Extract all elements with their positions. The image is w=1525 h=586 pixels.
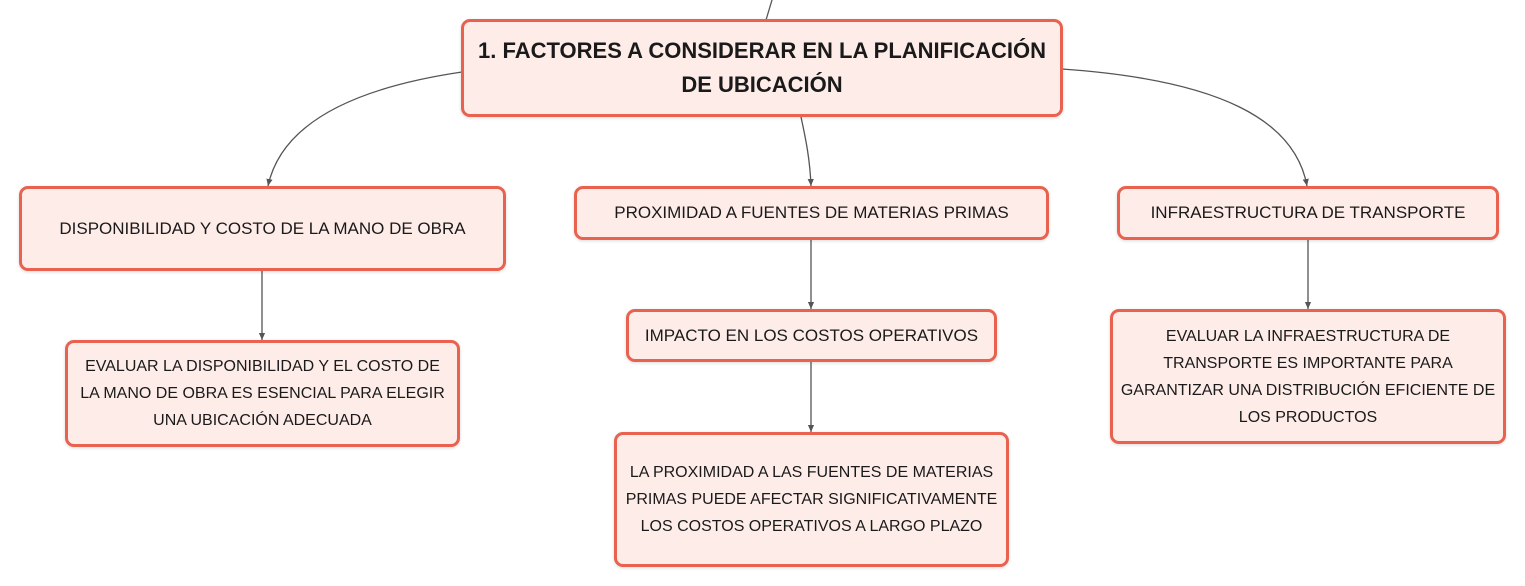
- connector-root-to-labor: [268, 72, 462, 186]
- topic-node-label: INFRAESTRUCTURA DE TRANSPORTE: [1150, 203, 1466, 222]
- detail-node-transport[interactable]: [1110, 309, 1506, 444]
- topic-node-label: DISPONIBILIDAD Y COSTO DE LA MANO DE OBRA: [59, 218, 466, 238]
- root-node-label: 1. FACTORES A CONSIDERAR EN LA PLANIFICACIÓN DE UBICACIÓN: [478, 38, 1046, 97]
- detail-node-label: LA PROXIMIDAD A LAS FUENTES DE MATERIAS PRIMAS PUEDE AFECTAR SIGNIFICATIVAMENTE LOS COSTOS OPERATIVOS A LARGO PLAZO: [625, 464, 998, 535]
- topic-node-transport[interactable]: [1117, 186, 1499, 240]
- detail-node-label: EVALUAR LA INFRAESTRUCTURA DE TRANSPORTE ES IMPORTANTE PARA GARANTIZAR UNA DISTRIBUCIÓN EFICIENTE DE LOS PRODUCTOS: [1120, 327, 1496, 426]
- subtopic-node-impact[interactable]: [626, 309, 997, 362]
- topic-node-label: PROXIMIDAD A FUENTES DE MATERIAS PRIMAS: [614, 203, 1009, 222]
- detail-node-materials[interactable]: [614, 432, 1009, 567]
- root-node[interactable]: [461, 19, 1063, 117]
- connector-root-to-transport: [1062, 69, 1307, 186]
- connector-root-to-materials: [801, 117, 811, 186]
- detail-node-labor[interactable]: [65, 340, 460, 447]
- connector-parent-to-root: [766, 0, 772, 20]
- detail-node-label: EVALUAR LA DISPONIBILIDAD Y EL COSTO DE LA MANO DE OBRA ES ESENCIAL PARA ELEGIR UNA UBICACIÓN ADECUADA: [80, 358, 445, 429]
- topic-node-materials[interactable]: [574, 186, 1049, 240]
- subtopic-node-label: IMPACTO EN LOS COSTOS OPERATIVOS: [644, 325, 979, 345]
- topic-node-labor[interactable]: [19, 186, 506, 271]
